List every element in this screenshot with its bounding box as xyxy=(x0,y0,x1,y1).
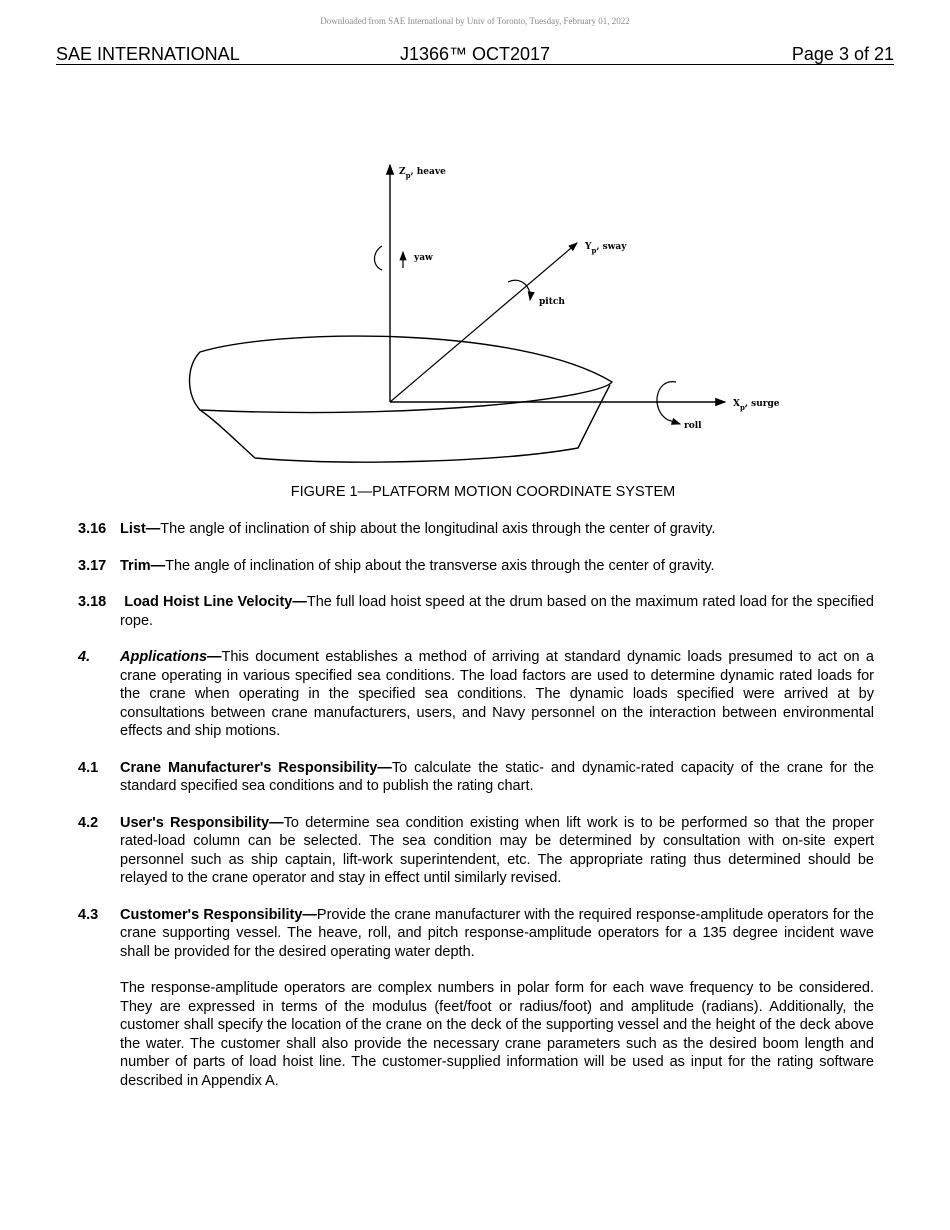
section-4-1 xyxy=(78,759,874,796)
section-title: List— xyxy=(120,521,161,537)
header-publisher: SAE INTERNATIONAL xyxy=(56,44,240,64)
section-text: The full load hoist speed at the drum based on the maximum rated load for the specified rope. xyxy=(120,594,874,629)
section-text: To determine sea condition existing when lift work is to be performed so that the proper rated-load column can be selected. The sea condition may be determined by consultation with on-site expert personnel such as ship captain, lift-work superintendent, etc. The appropriate rating thus determined should be relayed to the crane operator and stay in effect until similarly revised. xyxy=(120,814,875,886)
section-3-18 xyxy=(78,593,874,630)
ship-hull-outline xyxy=(200,385,610,462)
section-title: Applications— xyxy=(120,649,222,665)
x-axis-label: $X_p$, surge xyxy=(733,399,780,412)
section-number: 4.1 xyxy=(78,759,99,776)
y-axis-label: $Y_p$, sway xyxy=(585,242,627,255)
roll-rotation-arrow xyxy=(657,382,680,424)
ship-deck-outline xyxy=(190,336,613,412)
section-number: 3.16 xyxy=(78,521,107,537)
download-note: Downloaded from SAE International by Univ of Toronto, Tuesday, February 01, 2022 xyxy=(320,16,630,26)
yaw-label: yaw xyxy=(414,253,433,263)
figure-caption: FIGURE 1—PLATFORM MOTION COORDINATE SYSTEM xyxy=(290,484,676,500)
section-3-17 xyxy=(78,557,874,576)
section-4 xyxy=(78,648,874,741)
section-4-2 xyxy=(78,814,874,888)
yaw-rotation-arrow xyxy=(375,246,383,270)
section-3-16 xyxy=(78,520,874,539)
section-number: 4.3 xyxy=(78,906,99,923)
section-title: Trim— xyxy=(120,557,166,574)
pitch-rotation-arrow xyxy=(508,280,530,300)
section-text: The angle of inclination of ship about the longitudinal axis through the center of gravity. xyxy=(160,521,716,537)
section-number: 4.2 xyxy=(78,814,99,831)
section-title: Customer's Responsibility— xyxy=(120,906,317,923)
section-text: To calculate the static- and dynamic-rated capacity of the crane for the standard specified sea conditions and to publish the rating chart. xyxy=(120,759,875,794)
roll-label: roll xyxy=(684,421,702,431)
platform-motion-figure xyxy=(180,150,800,480)
section-title: Crane Manufacturer's Responsibility— xyxy=(120,759,392,776)
section-4-3-paragraph-2: The response-amplitude operators are complex numbers in polar form for each wave frequency to be considered. They are expressed in terms of the modulus (feet/foot or radius/foot) and amplitude (radians). Additionally, the customer shall specify the location of the crane on the deck of the supporting vessel and the height of the deck above the water. The customer shall also provide the necessary crane parameters such as the desired boom length and number of parts of load hoist line. The customer-supplied information will be used as input for the rating software described in Appendix A. xyxy=(120,980,874,1089)
section-title: Load Hoist Line Velocity— xyxy=(120,594,307,610)
section-number: 3.18 xyxy=(78,594,107,610)
pitch-label: pitch xyxy=(539,297,565,307)
page-header xyxy=(56,44,894,65)
header-document-id: J1366™ OCT2017 xyxy=(399,44,551,64)
section-title: User's Responsibility— xyxy=(120,814,284,831)
section-text: The angle of inclination of ship about the transverse axis through the center of gravity. xyxy=(165,557,715,574)
y-axis xyxy=(390,243,577,402)
section-number: 4. xyxy=(78,649,91,665)
section-4-3 xyxy=(78,906,874,962)
document-body xyxy=(78,520,874,1090)
section-text: This document establishes a method of arriving at standard dynamic loads presumed to act on a crane operating in various specified sea conditions. The load factors are used to determine dynamic rated loads for the crane when operating in the specified sea conditions. The dynamic loads specified were arrived at by consultations between crane manufacturers, users, and Navy personnel on the interaction between environmental effects and ship motions. xyxy=(120,649,874,739)
section-number: 3.17 xyxy=(78,557,107,574)
header-page-number: Page 3 of 21 xyxy=(791,44,894,64)
z-axis-label: $Z_p$, heave xyxy=(399,167,446,180)
section-text: Provide the crane manufacturer with the required response-amplitude operators for the crane supporting vessel. The heave, roll, and pitch response-amplitude operators for a 135 degree incident wave shall be provided for the desired operating water depth. xyxy=(120,906,874,960)
